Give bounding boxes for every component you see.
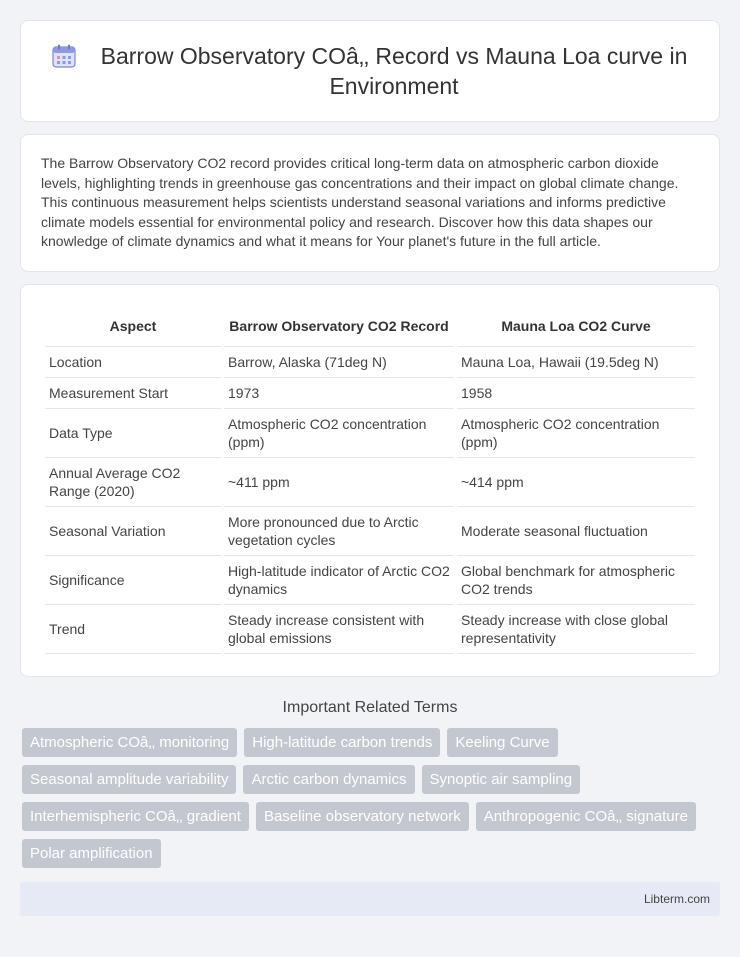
related-term-tag[interactable]: High-latitude carbon trends	[244, 728, 440, 757]
comparison-table-card	[20, 284, 720, 677]
related-term-tag[interactable]: Anthropogenic COâ‚‚ signature	[476, 802, 696, 831]
page-title: Barrow Observatory COâ‚‚ Record vs Mauna Loa curve in Environment	[100, 43, 688, 99]
table-row	[45, 409, 695, 458]
related-term-tag[interactable]: Arctic carbon dynamics	[243, 765, 414, 794]
column-header-aspect: Aspect	[45, 301, 221, 347]
table-cell: Significance	[45, 556, 221, 605]
table-cell: Global benchmark for atmospheric CO2 trends	[457, 556, 695, 605]
intro-text: The Barrow Observatory CO2 record provides critical long-term data on atmospheric carbon dioxide levels, highlighting trends in greenhouse gas concentrations and their impact on global climate change. This continuous measurement helps scientists understand seasonal variations and informs predictive climate models essential for environmental policy and research. Discover how this data shapes our knowledge of climate dynamics and what it means for Your planet's future in the full article.	[41, 155, 679, 250]
related-term-tag[interactable]: Interhemispheric COâ‚‚ gradient	[22, 802, 249, 831]
table-cell: Steady increase consistent with global emissions	[224, 605, 454, 654]
intro-card	[20, 134, 720, 272]
related-term-tag[interactable]: Synoptic air sampling	[422, 765, 581, 794]
footer	[20, 882, 720, 916]
related-terms-list	[20, 728, 720, 876]
table-cell: Moderate seasonal fluctuation	[457, 507, 695, 556]
table-row	[45, 556, 695, 605]
table-row	[45, 507, 695, 556]
comparison-table	[42, 301, 698, 654]
table-cell: Seasonal Variation	[45, 507, 221, 556]
table-cell: ~414 ppm	[457, 458, 695, 507]
table-row	[45, 605, 695, 654]
table-cell: ~411 ppm	[224, 458, 454, 507]
table-cell: High-latitude indicator of Arctic CO2 dynamics	[224, 556, 454, 605]
table-cell: 1973	[224, 378, 454, 409]
table-header-row	[45, 301, 695, 347]
table-cell: Atmospheric CO2 concentration (ppm)	[457, 409, 695, 458]
header-card	[20, 20, 720, 122]
calendar-icon	[51, 41, 99, 74]
column-header-mauna-loa: Mauna Loa CO2 Curve	[457, 301, 695, 347]
table-cell: Location	[45, 347, 221, 378]
table-cell: 1958	[457, 378, 695, 409]
table-cell: More pronounced due to Arctic vegetation cycles	[224, 507, 454, 556]
table-cell: Barrow, Alaska (71deg N)	[224, 347, 454, 378]
table-cell: Mauna Loa, Hawaii (19.5deg N)	[457, 347, 695, 378]
table-row	[45, 378, 695, 409]
table-cell: Measurement Start	[45, 378, 221, 409]
column-header-barrow: Barrow Observatory CO2 Record	[224, 301, 454, 347]
related-term-tag[interactable]: Keeling Curve	[447, 728, 557, 757]
table-cell: Atmospheric CO2 concentration (ppm)	[224, 409, 454, 458]
table-row	[45, 347, 695, 378]
related-term-tag[interactable]: Atmospheric COâ‚‚ monitoring	[22, 728, 237, 757]
related-term-tag[interactable]: Baseline observatory network	[256, 802, 469, 831]
table-cell: Data Type	[45, 409, 221, 458]
related-term-tag[interactable]: Seasonal amplitude variability	[22, 765, 236, 794]
related-terms-title: Important Related Terms	[282, 699, 458, 716]
table-cell: Steady increase with close global representativity	[457, 605, 695, 654]
related-term-tag[interactable]: Polar amplification	[22, 839, 161, 868]
table-cell: Trend	[45, 605, 221, 654]
footer-site-link[interactable]: Libterm.com	[643, 892, 710, 906]
table-cell: Annual Average CO2 Range (2020)	[45, 458, 221, 507]
table-row	[45, 458, 695, 507]
